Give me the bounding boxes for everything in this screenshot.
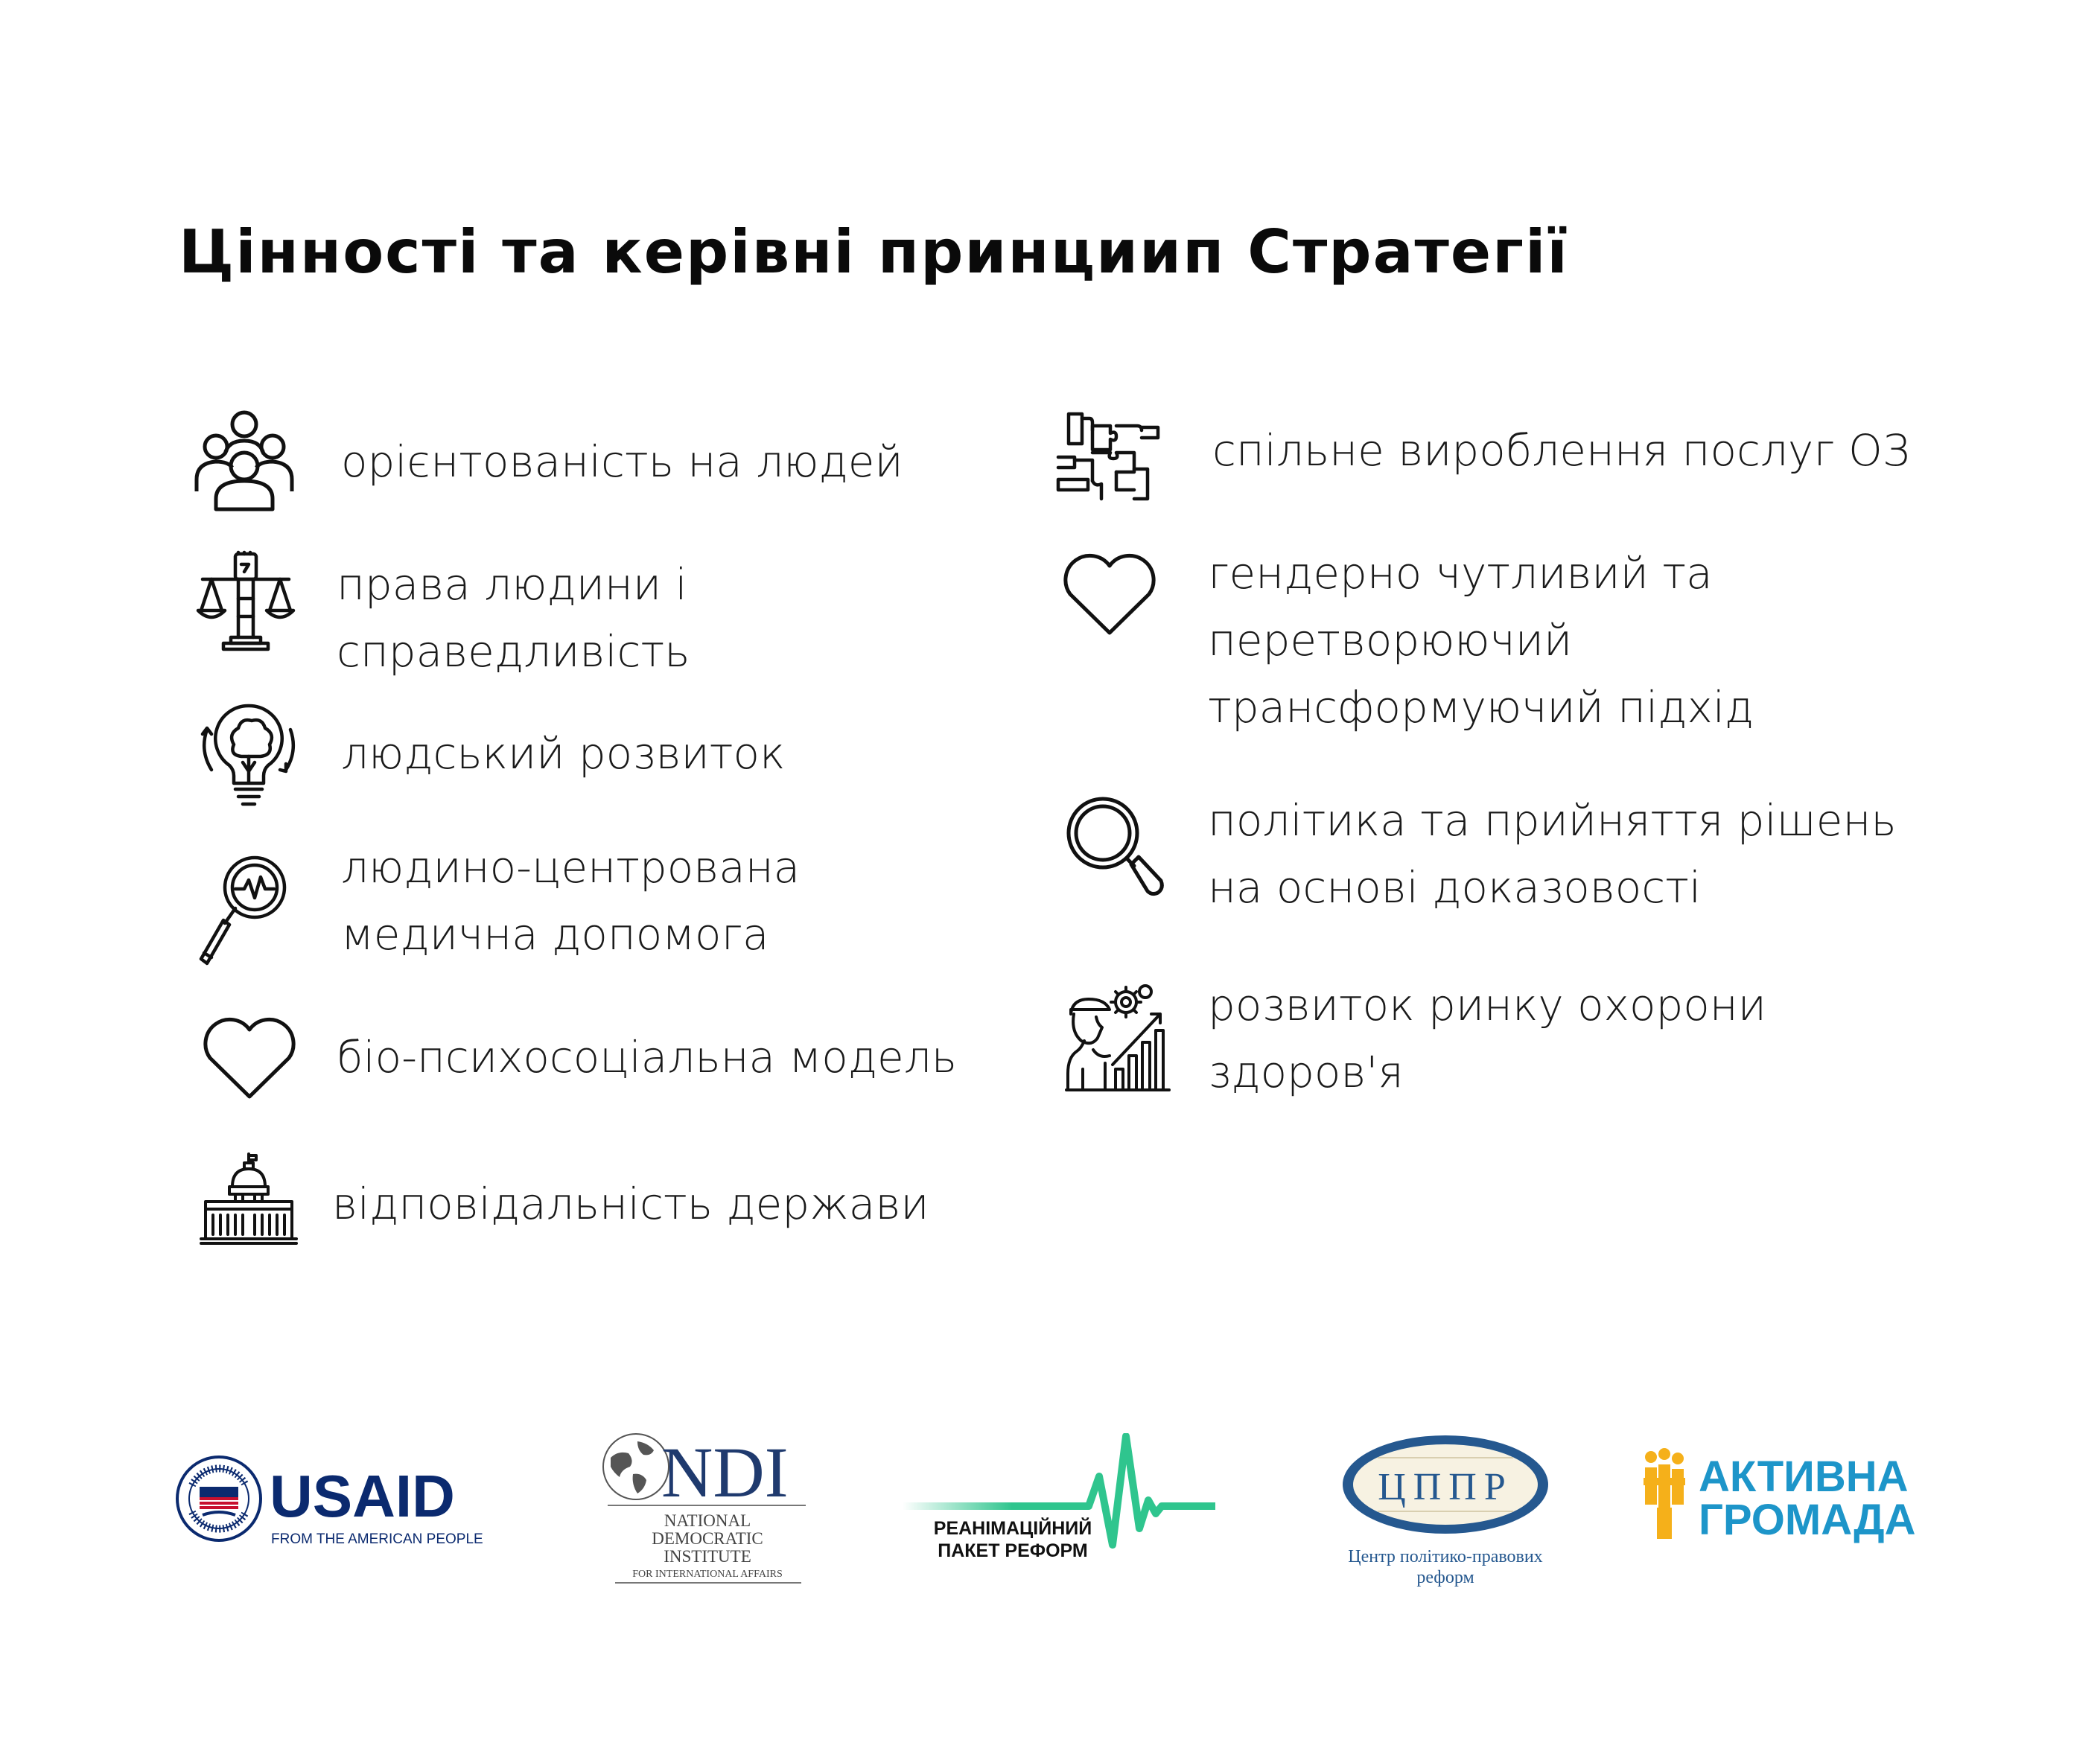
page-title: Цінності та керівні принциип Стратегії (179, 217, 1569, 287)
aktyvna-hromada-logo (1642, 1448, 1925, 1545)
principle-line: людський розвиток (341, 728, 786, 779)
principle-line: трансформуючий підхід (1208, 682, 1754, 733)
principle-line: спільне вироблення послуг ОЗ (1212, 425, 1910, 476)
principle-line: відповідальність держави (332, 1179, 929, 1229)
principle-line: на основі доказовості (1208, 862, 1702, 913)
ndi-logo (593, 1431, 809, 1591)
principle-text-care (341, 834, 800, 968)
person-growth-chart-icon (1063, 981, 1172, 1091)
principle-text-evidence (1208, 787, 1897, 921)
principle-line: справедливість (337, 626, 690, 677)
ndi-logo-line: INSTITUTE (664, 1547, 751, 1566)
magnifier-pulse-icon (195, 855, 292, 966)
principle-text-market (1208, 972, 1766, 1106)
cppr-logo-line: реформ (1416, 1568, 1474, 1587)
principle-line: розвиток ринку охорони (1208, 980, 1766, 1030)
puzzle-hands-icon (1054, 408, 1162, 505)
principle-line: права людини і (337, 559, 687, 610)
principle-text-coproduction (1212, 417, 1910, 484)
principle-text-development (341, 720, 785, 787)
principle-line: орієнтованість на людей (341, 436, 903, 487)
scales-justice-icon (195, 549, 296, 654)
usaid-logo-wordmark: USAID (270, 1463, 455, 1529)
principle-text-people (341, 428, 903, 495)
hromada-logo-line: ГРОМАДА (1699, 1496, 1916, 1544)
ndi-logo-line: FOR INTERNATIONAL AFFAIRS (632, 1569, 783, 1580)
usaid-logo (176, 1455, 489, 1552)
rpr-logo (903, 1433, 1215, 1567)
principle-line: перетворюючий (1208, 615, 1573, 666)
heart-icon (201, 1016, 298, 1102)
principle-line: біо-психосоціальна модель (337, 1032, 957, 1083)
ndi-logo-line: NATIONAL (664, 1511, 751, 1530)
lightbulb-icon (197, 700, 301, 812)
principle-text-rights (337, 551, 690, 685)
usaid-logo-tagline: FROM THE AMERICAN PEOPLE (271, 1531, 483, 1547)
principle-text-gender (1208, 540, 1754, 741)
cppr-logo-letters: ЦППР (1378, 1466, 1513, 1508)
principle-line: політика та прийняття рішень (1208, 795, 1897, 846)
magnifier-icon (1061, 793, 1164, 901)
cppr-logo-line: Центр політико-правових (1348, 1547, 1543, 1566)
capitol-building-icon (200, 1152, 298, 1249)
principle-line: медична допомога (341, 909, 769, 960)
ndi-logo-line: DEMOCRATIC (652, 1529, 763, 1548)
people-group-icon (192, 408, 296, 512)
hromada-logo-line: АКТИВНА (1699, 1453, 1909, 1501)
principle-text-state (332, 1170, 929, 1237)
ndi-logo-wordmark: NDI (661, 1432, 789, 1512)
heart-icon (1061, 552, 1158, 638)
principle-line: гендерно чутливий та (1208, 548, 1713, 599)
rpr-logo-line: ПАКЕТ РЕФОРМ (938, 1540, 1088, 1561)
principle-text-biopsychosocial (337, 1024, 957, 1091)
rpr-logo-line: РЕАНІМАЦІЙНИЙ (933, 1518, 1092, 1539)
principle-line: здоров'я (1208, 1047, 1404, 1097)
cppr-logo (1337, 1431, 1553, 1591)
principle-line: людино-центрована (341, 842, 801, 893)
